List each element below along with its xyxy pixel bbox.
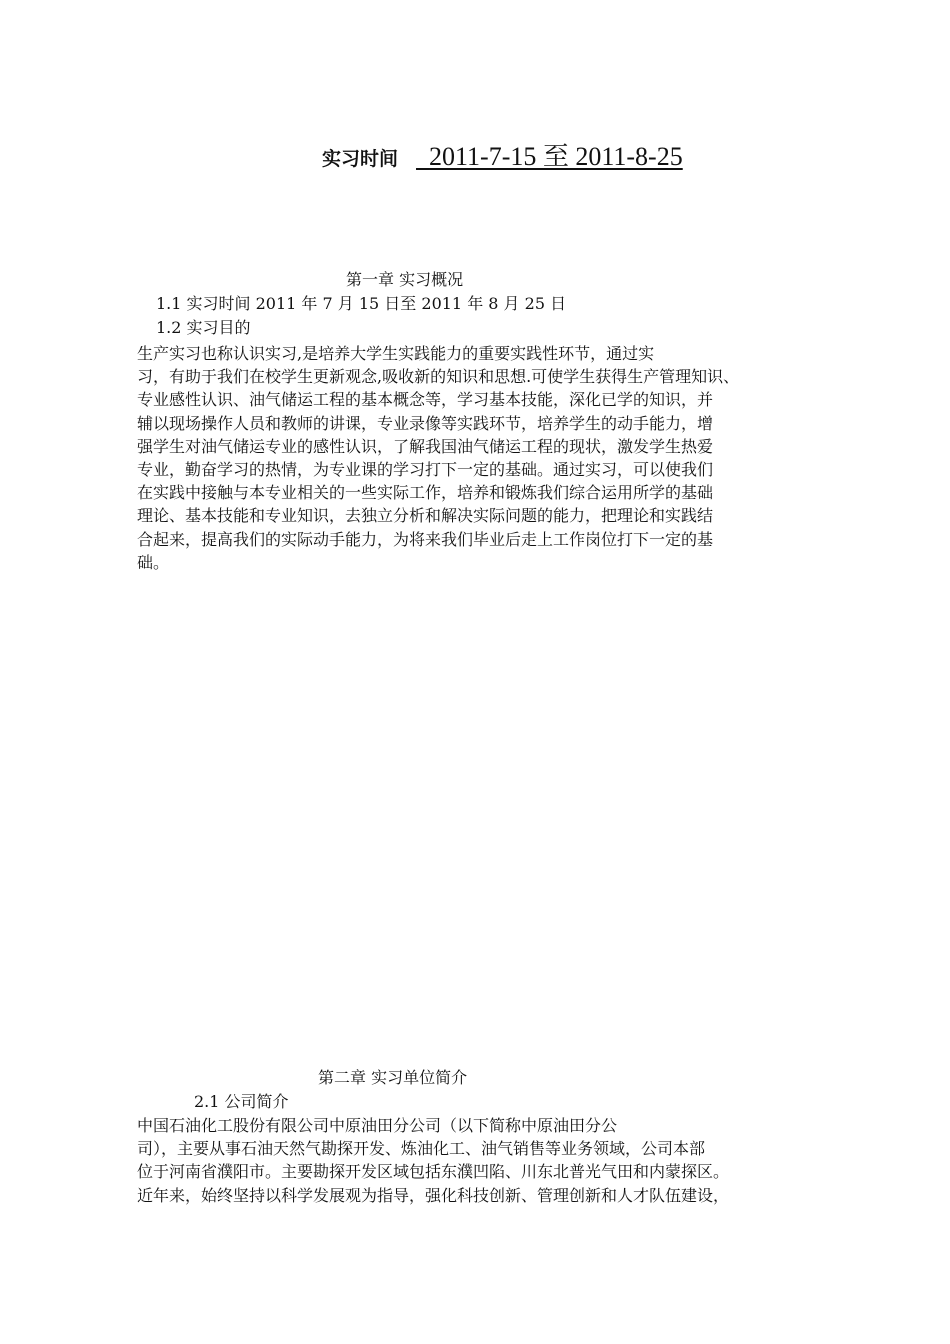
paragraph-line: 专业，勤奋学习的热情，为专业课的学习打下一定的基础。通过实习，可以使我们 — [137, 460, 714, 480]
paragraph-line: 辅以现场操作人员和教师的讲课，专业录像等实践环节，培养学生的动手能力，增 — [137, 413, 714, 433]
paragraph-line: 中国石油化工股份有限公司中原油田分公司（以下简称中原油田分公 — [137, 1116, 618, 1135]
internship-period-label: 实习时间 — [322, 148, 399, 170]
paragraph-line: 理论、基本技能和专业知识，去独立分析和解决实际问题的能力，把理论和实践结 — [137, 506, 714, 526]
company-intro-paragraph — [137, 1114, 843, 1207]
internship-period-value: 2011-7-15 至 2011-8-25 — [429, 142, 683, 171]
section-1-2-heading: 1.2 实习目的 — [156, 318, 251, 337]
paragraph-line: 习，有助于我们在校学生更新观念,吸收新的知识和思想.可使学生获得生产管理知识、 — [137, 367, 740, 387]
paragraph-line: 司），主要从事石油天然气勘探开发、炼油化工、油气销售等业务领域，公司本部 — [137, 1139, 706, 1159]
paragraph-line: 合起来，提高我们的实际动手能力，为将来我们毕业后走上工作岗位打下一定的基 — [137, 529, 714, 549]
internship-purpose-paragraph — [137, 342, 843, 574]
paragraph-line: 位于河南省濮阳市。主要勘探开发区域包括东濮凹陷、川东北普光气田和内蒙探区。 — [137, 1162, 730, 1182]
paragraph-line: 在实践中接触与本专业相关的一些实际工作，培养和锻炼我们综合运用所学的基础 — [137, 483, 714, 503]
section-1-1-heading: 1.1 实习时间 2011 年 7 月 15 日至 2011 年 8 月 25 日 — [156, 294, 567, 313]
internship-period-header — [322, 136, 687, 173]
paragraph-line: 专业感性认识、油气储运工程的基本概念等，学习基本技能，深化已学的知识，并 — [137, 390, 714, 410]
chapter-2-title: 第二章 实习单位简介 — [318, 1068, 468, 1087]
paragraph-line: 近年来，始终坚持以科学发展观为指导，强化科技创新、管理创新和人才队伍建设， — [137, 1185, 730, 1205]
paragraph-line: 生产实习也称认识实习,是培养大学生实践能力的重要实践性环节，通过实 — [137, 344, 655, 363]
chapter-1-title: 第一章 实习概况 — [346, 270, 464, 289]
section-2-1-heading: 2.1 公司简介 — [194, 1092, 289, 1111]
paragraph-line: 础。 — [137, 552, 170, 572]
paragraph-line: 强学生对油气储运专业的感性认识，了解我国油气储运工程的现状，激发学生热爱 — [137, 436, 714, 456]
